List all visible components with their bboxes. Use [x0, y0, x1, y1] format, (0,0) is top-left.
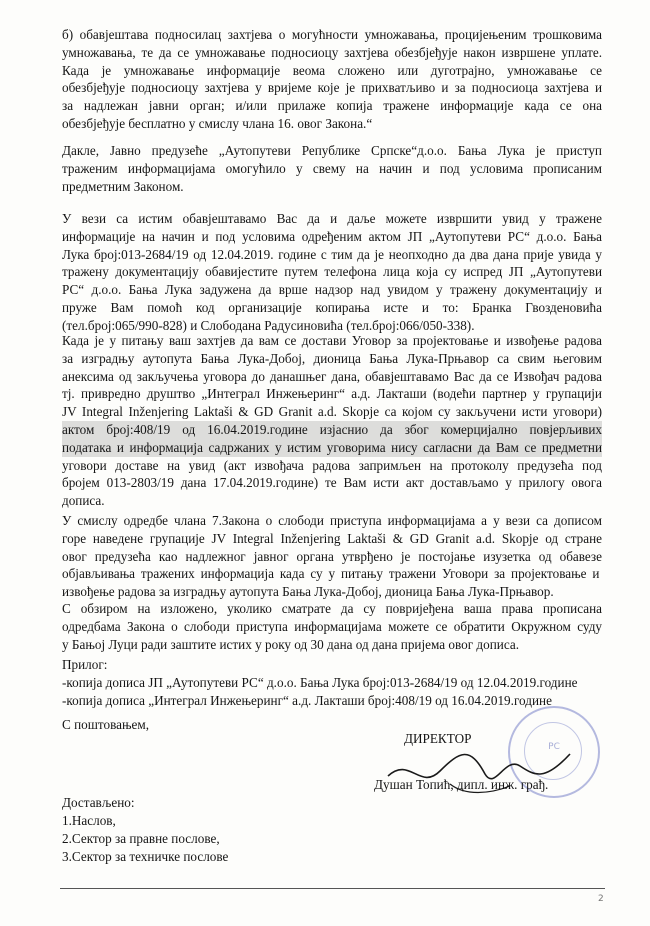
text-line: извођење радова за изградњу аутопута Бања Лука-Добој, дионица Бања Лука-Прњавор. [62, 584, 554, 600]
stamp-initials: РС [548, 742, 560, 752]
paragraph-access-granted [62, 142, 602, 195]
text-line: обезбјеђује бесплатно у смислу члана 16. овог Закона.“ [62, 115, 373, 131]
delivered-label: Достављено: [62, 795, 135, 810]
attachment-item: -копија дописа ЈП „Аутопутеви РС“ д.о.о. Бања Лука број:013-2684/19 од 12.04.2019.године [62, 675, 578, 690]
footer-divider [60, 888, 605, 889]
paragraph-exception [62, 512, 602, 601]
text-line: горе наведене групације JV Integral Inženjering Laktaši & GD Granit a.d. Skopje од стране [62, 530, 602, 546]
text-line: Дакле, Јавно предузеће „Аутопутеви Републике Српске“д.о.о. Бања Лука је приступ [62, 143, 602, 158]
signatory-name: Душан Топић, дипл. инж. грађ. [374, 777, 549, 792]
text-line: У вези са истим обавјештавамо Вас да и даље можете извршити увид у тражене [62, 211, 602, 226]
attachment-item: -копија дописа „Интеграл Инжењеринг“ а.д. Лакташи број:408/19 од 16.04.2019.године [62, 693, 552, 708]
paragraph-legal-remedy [62, 600, 602, 653]
text-line: анексима од закључења уговора до данашњег дана, обавјештавамо Вас да се Извођач радова [62, 368, 602, 384]
text-line: Када је у питању ваш захтјев да вам се достави Уговор за пројектовање и извођење радова [62, 333, 602, 348]
text-line: умножавања, те да се умножавање подносиоцу захтјева обезбјеђује након извршене уплате. [62, 44, 602, 60]
highlighted-text-line: актом број:408/19 од 16.04.2019.године изјаснио да због комерцијално повјерљивих [62, 421, 602, 437]
text-line: Када је умножавање информације веома сложено или дуготрајно, умножавање се [62, 62, 602, 78]
text-line: JV Integral Inženjering Laktaši & GD Granit a.d. Skopje са којом су закључени исти уговори) [62, 404, 602, 420]
delivered-item: 1.Наслов, [62, 813, 116, 828]
text-line: тражену документацију обавијестите путем телефона лица која су испред ЈП „Аутопутеви [62, 264, 602, 280]
signatory-title: ДИРЕКТОР [404, 731, 472, 746]
text-line: одредбама Закона о слободи приступа информацијама можете се обратити Окружном суду [62, 618, 602, 634]
text-line: пруже Вам помоћ код организације копирања исте и то: Бранка Гвозденовића [62, 299, 602, 315]
page-number: 2 [598, 894, 604, 904]
attachments-label: Прилог: [62, 657, 108, 672]
text-line: дописа. [62, 493, 105, 509]
text-line: бројем 013-2803/19 дана 17.04.2019.године) те Вам исти акт достављамо у прилогу овога [62, 475, 602, 491]
text-line: б) обавјештава подносилац захтјева о могућности умножавања, процијењеним трошковима [62, 27, 602, 42]
delivered-item: 3.Сектор за техничке послове [62, 849, 229, 864]
text-line: у Бањој Луци ради заштите истих у року од 30 дана од дана пријема овог дописа. [62, 636, 520, 652]
text-line: С обзиром на изложено, уколико сматрате да су повријеђена ваша права прописана [62, 601, 602, 616]
text-line: за изградњу аутопута Бања Лука-Добој, дионица Бања Лука-Прњавор са свим његовим [62, 350, 602, 366]
text-line: информације на начин и под условима одређеним актом ЈП „Аутопутеви РС“ д.о.о. Бања [62, 228, 602, 244]
highlighted-text-line: података и информација садржаних у истим уговорима нису сагласни да Вам се предметни [62, 439, 602, 455]
paragraph-duplication-terms [62, 26, 602, 133]
text-line: уговори доставе на увид (акт извођача радова запримљен на протоколу предузећа под [62, 457, 602, 473]
text-line: обезбјеђује подносиоцу захтјева у вријеме које је прихватљиво и за подносиоца захтјева и [62, 80, 602, 96]
text-line: овог предузећа као надлежног јавног органа утврђено је постојање изузетка од обавезе [62, 548, 602, 564]
delivered-item: 2.Сектор за правне послове, [62, 831, 220, 846]
text-line: објављивања тражених информација када су у питању тражени Уговори за пројектовање и [62, 566, 600, 582]
text-line: тј. привредно друштво „Интеграл Инжењеринг“ а.д. Лакташи (водећи партнер у групацији [62, 386, 602, 402]
text-line: предметним Законом. [62, 178, 184, 194]
text-line: Лука број:013-2684/19 од 12.04.2019. године с тим да је неопходно да два дана прије увида у [62, 246, 602, 262]
text-line: РС“ д.о.о. Бања Лука задужена да врше надзор над увидом у тражену документацију и [62, 282, 602, 298]
closing-salutation: С поштовањем, [62, 717, 150, 732]
text-line: У смислу одредбе члана 7.Закона о слободи приступа информацијама а у вези са дописом [62, 513, 602, 528]
paragraph-contract-request [62, 332, 602, 510]
text-line: траженим информацијама омогућило у свему на начин и под условима прописаним [62, 160, 602, 176]
text-line: (тел.број:065/990-828) и Слободана Радусиновића (тел.број:066/050-338). [62, 317, 475, 333]
text-line: за надлежан јавни орган; и/или прилаже копија тражене информације када се она [62, 98, 602, 114]
paragraph-inspection-info [62, 210, 602, 335]
